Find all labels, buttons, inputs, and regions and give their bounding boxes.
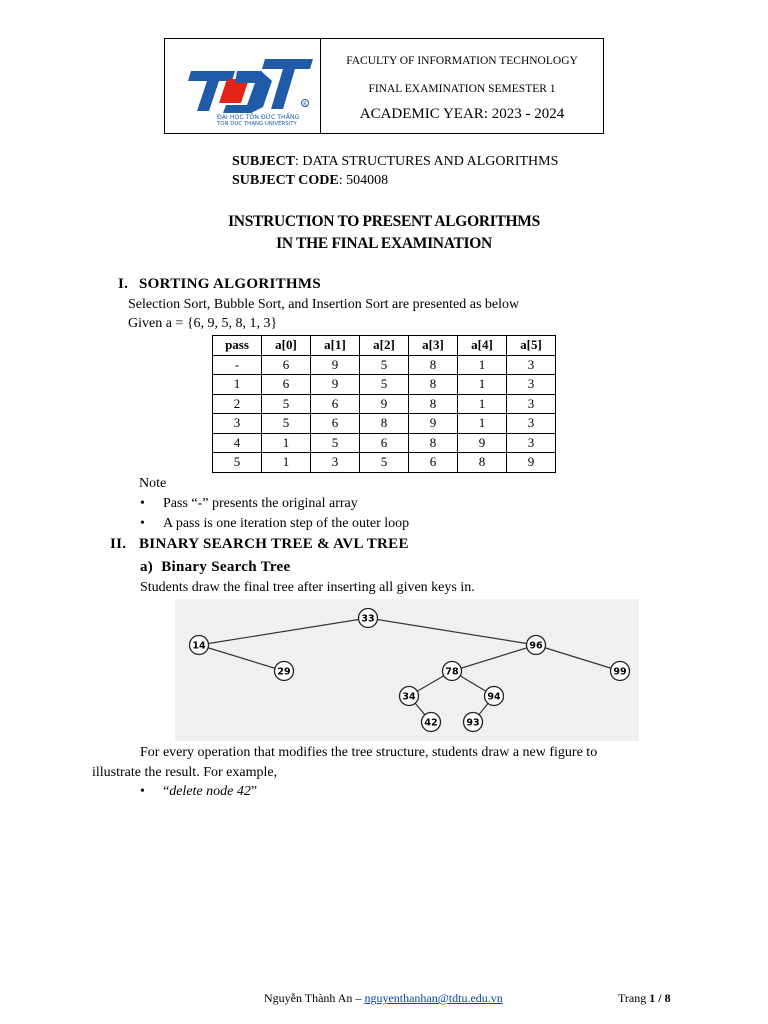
tdtu-logo: [177, 51, 317, 125]
table-cell: 8: [409, 355, 458, 375]
bst-node-label: 93: [466, 717, 480, 729]
bst-node-label: 78: [445, 666, 459, 678]
para-line2: illustrate the result. For example,: [92, 765, 278, 780]
section2-number: II.: [110, 536, 127, 552]
doc-title-line1: INSTRUCTION TO PRESENT ALGORITHMS: [228, 213, 540, 230]
table-cell: 1: [458, 375, 507, 395]
bst-node-label: 42: [424, 717, 438, 729]
bst-node-label: 34: [402, 691, 416, 703]
table-cell: 1: [262, 433, 311, 453]
table-cell: 1: [262, 453, 311, 473]
table-cell: 6: [409, 453, 458, 473]
table-cell: 9: [311, 355, 360, 375]
table-cell: 3: [213, 414, 262, 434]
table-row: [213, 394, 556, 414]
table-header-cell: pass: [213, 336, 262, 356]
table-cell: 2: [213, 394, 262, 414]
table-cell: 8: [458, 453, 507, 473]
table-cell: 1: [213, 375, 262, 395]
table-cell: 5: [360, 375, 409, 395]
bst-node-label: 99: [613, 666, 627, 678]
table-cell: 3: [507, 433, 556, 453]
table-cell: 3: [507, 414, 556, 434]
table-cell: 8: [409, 394, 458, 414]
table-row: [213, 433, 556, 453]
table-cell: 5: [311, 433, 360, 453]
faculty-name: FACULTY OF INFORMATION TECHNOLOGY: [346, 55, 578, 67]
table-cell: 6: [360, 433, 409, 453]
table-cell: 4: [213, 433, 262, 453]
table-cell: 9: [360, 394, 409, 414]
table-cell: 9: [311, 375, 360, 395]
table-cell: 1: [458, 355, 507, 375]
table-cell: 9: [409, 414, 458, 434]
table-cell: 5: [360, 355, 409, 375]
bst-node-label: 29: [277, 666, 291, 678]
logo-subtitle-en: TON DUC THANG UNIVERSITY: [217, 121, 297, 125]
table-cell: 6: [262, 355, 311, 375]
table-cell: 5: [360, 453, 409, 473]
table-cell: 3: [507, 355, 556, 375]
table-header-cell: a[5]: [507, 336, 556, 356]
table-cell: 3: [507, 394, 556, 414]
section2-sub-a-text: Students draw the final tree after inserting all given keys in.: [140, 580, 475, 595]
table-cell: 9: [458, 433, 507, 453]
table-cell: 8: [360, 414, 409, 434]
bst-figure: [175, 599, 639, 741]
table-cell: 6: [311, 414, 360, 434]
section2-heading: BINARY SEARCH TREE & AVL TREE: [139, 536, 409, 552]
logo-subtitle-vn: ĐẠI HỌC TÔN ĐỨC THẮNG: [217, 114, 300, 121]
table-cell: 5: [262, 414, 311, 434]
table-cell: 5: [213, 453, 262, 473]
table-row: [213, 375, 556, 395]
table-cell: -: [213, 355, 262, 375]
table-cell: 9: [507, 453, 556, 473]
table-header-cell: a[3]: [409, 336, 458, 356]
sort-pass-table: [212, 335, 556, 473]
para-line1: For every operation that modifies the tree structure, students draw a new figure to: [140, 745, 598, 760]
table-row: [213, 414, 556, 434]
bst-node-label: 14: [192, 640, 206, 652]
table-cell: 8: [409, 375, 458, 395]
note-label: Note: [139, 476, 167, 491]
section1-given: Given a = {6, 9, 5, 8, 1, 3}: [128, 316, 278, 331]
doc-title-line2: IN THE FINAL EXAMINATION: [276, 235, 492, 252]
bst-node-label: 96: [529, 640, 543, 652]
bst-node-label: 94: [487, 691, 501, 703]
table-cell: 6: [311, 394, 360, 414]
table-header-cell: a[0]: [262, 336, 311, 356]
exam-name: FINAL EXAMINATION SEMESTER 1: [368, 83, 556, 95]
table-header-cell: a[4]: [458, 336, 507, 356]
table-cell: 8: [409, 433, 458, 453]
table-cell: 6: [262, 375, 311, 395]
table-header-cell: a[1]: [311, 336, 360, 356]
footer-author: Nguyễn Thành An – nguyenthanhan@tdtu.edu.vn: [264, 991, 503, 1005]
subject-line: SUBJECT: DATA STRUCTURES AND ALGORITHMS: [232, 154, 559, 169]
section1-intro: Selection Sort, Bubble Sort, and Insertion Sort are presented as below: [128, 297, 520, 312]
table-cell: 3: [311, 453, 360, 473]
academic-year: ACADEMIC YEAR: 2023 - 2024: [359, 106, 565, 122]
section1-number: I.: [118, 276, 129, 292]
section1-heading: SORTING ALGORITHMS: [139, 276, 321, 292]
table-row: [213, 355, 556, 375]
header-box: [164, 38, 604, 134]
footer-page: Trang 1 / 8: [618, 991, 671, 1005]
section2-sub-a: a) Binary Search Tree: [140, 559, 291, 575]
bst-node-label: 33: [361, 613, 375, 625]
table-cell: 1: [458, 394, 507, 414]
table-cell: 1: [458, 414, 507, 434]
table-cell: 3: [507, 375, 556, 395]
table-cell: 5: [262, 394, 311, 414]
table-header-cell: a[2]: [360, 336, 409, 356]
subject-code-line: SUBJECT CODE: 504008: [232, 173, 389, 188]
author-email-link[interactable]: nguyenthanhan@tdtu.edu.vn: [364, 991, 503, 1005]
svg-text:R: R: [303, 101, 307, 108]
table-row: [213, 453, 556, 473]
